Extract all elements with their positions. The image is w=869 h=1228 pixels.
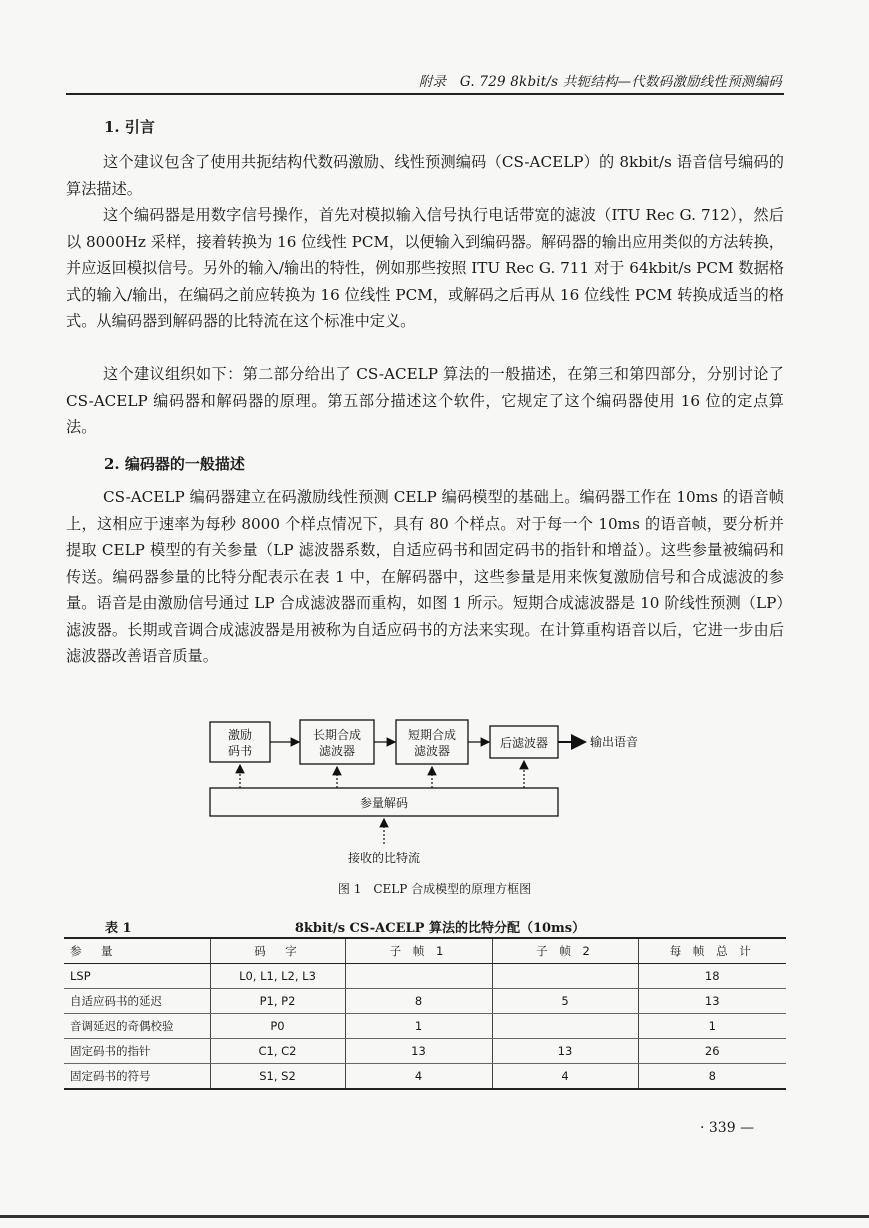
table-cell: 4 — [345, 1064, 492, 1090]
column-header: 参 量 — [64, 938, 210, 964]
column-header: 码 字 — [210, 938, 345, 964]
block-1-line-2: 码书 — [227, 744, 253, 758]
table-cell — [345, 964, 492, 989]
section-1-heading: 1. 引言 — [104, 118, 155, 136]
block-3-line-2: 滤波器 — [413, 744, 451, 758]
block-long-term-filter — [300, 720, 374, 764]
page-number: · 339 — — [700, 1120, 755, 1136]
block-2-line-2: 滤波器 — [318, 744, 356, 758]
block-short-term-filter — [396, 720, 468, 764]
table-header-row — [64, 938, 786, 964]
table-cell: 1 — [345, 1014, 492, 1039]
figure-1-block-diagram — [200, 712, 670, 872]
table-cell: 8 — [345, 989, 492, 1014]
table-cell: 5 — [492, 989, 638, 1014]
table-cell: 4 — [492, 1064, 638, 1090]
section-2-heading: 2. 编码器的一般描述 — [104, 455, 245, 473]
block-3-line-1: 短期合成 — [407, 728, 457, 742]
table-row — [64, 1064, 786, 1090]
block-parameter-decoding — [210, 788, 558, 816]
table-row — [64, 989, 786, 1014]
table-cell: L0, L1, L2, L3 — [210, 964, 345, 989]
input-bitstream-label: 接收的比特流 — [347, 851, 421, 865]
table-cell: 音调延迟的奇偶校验 — [64, 1014, 210, 1039]
table-cell: 8 — [638, 1064, 786, 1090]
bottom-scan-edge — [0, 1215, 869, 1218]
running-head: 附录 G. 729 8kbit/s 共轭结构—代数码激励线性预测编码 — [418, 74, 782, 90]
table-row — [64, 1014, 786, 1039]
table-1-label: 表 1 — [105, 921, 132, 936]
table-cell — [492, 1014, 638, 1039]
table-cell: 26 — [638, 1039, 786, 1064]
table-cell: S1, S2 — [210, 1064, 345, 1090]
table-cell: P1, P2 — [210, 989, 345, 1014]
table-1-title: 8kbit/s CS-ACELP 算法的比特分配（10ms） — [294, 921, 586, 936]
section-1-paragraph-3: 这个建议组织如下：第二部分给出了 CS-ACELP 算法的一般描述，在第三和第四部分，分别讨论了 CS-ACELP 编码器和解码器的原理。第五部分描述这个软件，它规定了这个编码器使用 16 位的定点算法。 — [66, 365, 784, 436]
table-cell: P0 — [210, 1014, 345, 1039]
table-cell: 固定码书的指针 — [64, 1039, 210, 1064]
output-speech-label: 输出语音 — [590, 735, 639, 749]
column-header: 子 帧 2 — [492, 938, 638, 964]
block-excitation-codebook — [210, 722, 270, 762]
table-cell: 自适应码书的延迟 — [64, 989, 210, 1014]
column-header: 每 帧 总 计 — [638, 938, 786, 964]
section-2-paragraph: CS-ACELP 编码器建立在码激励线性预测 CELP 编码模型的基础上。编码器工作在 10ms 的语音帧上，这相应于速率为每秒 8000 个样点情况下，具有 80 个样点。对于每一个 10ms 的语音帧，要分析并提取 CELP 模型的有关参量（LP 滤波器系数，自适应码书和固定码书的指针和增益）。这些参量被编码和传送。编码器参量的比特分配表示在表 1 中，在解码器中，这些参量是用来恢复激励信号和合成滤波的参量。语音是由激励信号通过 LP 合成滤波器而重构，如图 1 所示。短期合成滤波器是 10 阶线性预测（LP）滤波器。长期或音调合成滤波器是用被称为自适应码书的方法来实现。在计算重构语音以后，它进一步由后滤波器改善语音质量。 — [66, 488, 784, 665]
table-cell — [492, 964, 638, 989]
bit-allocation-table — [64, 937, 786, 1090]
header-rule — [66, 93, 784, 95]
column-header: 子 帧 1 — [345, 938, 492, 964]
table-cell: 固定码书的符号 — [64, 1064, 210, 1090]
table-cell: 13 — [345, 1039, 492, 1064]
section-1-paragraph-1: 这个建议包含了使用共扼结构代数码激励、线性预测编码（CS-ACELP）的 8kbit/s 语音信号编码的算法描述。 — [66, 153, 784, 198]
block-1-line-1: 激励 — [227, 728, 253, 742]
table-cell: 1 — [638, 1014, 786, 1039]
block-4-line-1: 后滤波器 — [499, 736, 549, 750]
table-cell: 13 — [492, 1039, 638, 1064]
table-cell: C1, C2 — [210, 1039, 345, 1064]
table-cell: 18 — [638, 964, 786, 989]
table-row — [64, 964, 786, 989]
figure-1-caption: 图 1 CELP 合成模型的原理方框图 — [337, 882, 532, 896]
section-1-paragraph-2: 这个编码器是用数字信号操作，首先对模拟输入信号执行电话带宽的滤波（ITU Rec G. 712），然后以 8000Hz 采样，接着转换为 16 位线性 PCM，以便输入到编码器。解码器的输出应用类似的方法转换，并应返回模拟信号。另外的输入/输出的特性，例如那些按照 ITU Rec G. 711 对于 64kbit/s PCM 数据格式的输入/输出，在编码之前应转换为 16 位线性 PCM，或解码之后再从 16 位线性 PCM 转换成适当的格式。从编码器到解码器的比特流在这个标准中定义。 — [66, 206, 784, 330]
table-cell: 13 — [638, 989, 786, 1014]
decoder-label: 参量解码 — [359, 796, 409, 810]
block-2-line-1: 长期合成 — [312, 728, 362, 742]
block-post-filter — [490, 726, 558, 758]
table-cell: LSP — [64, 964, 210, 989]
table-row — [64, 1039, 786, 1064]
